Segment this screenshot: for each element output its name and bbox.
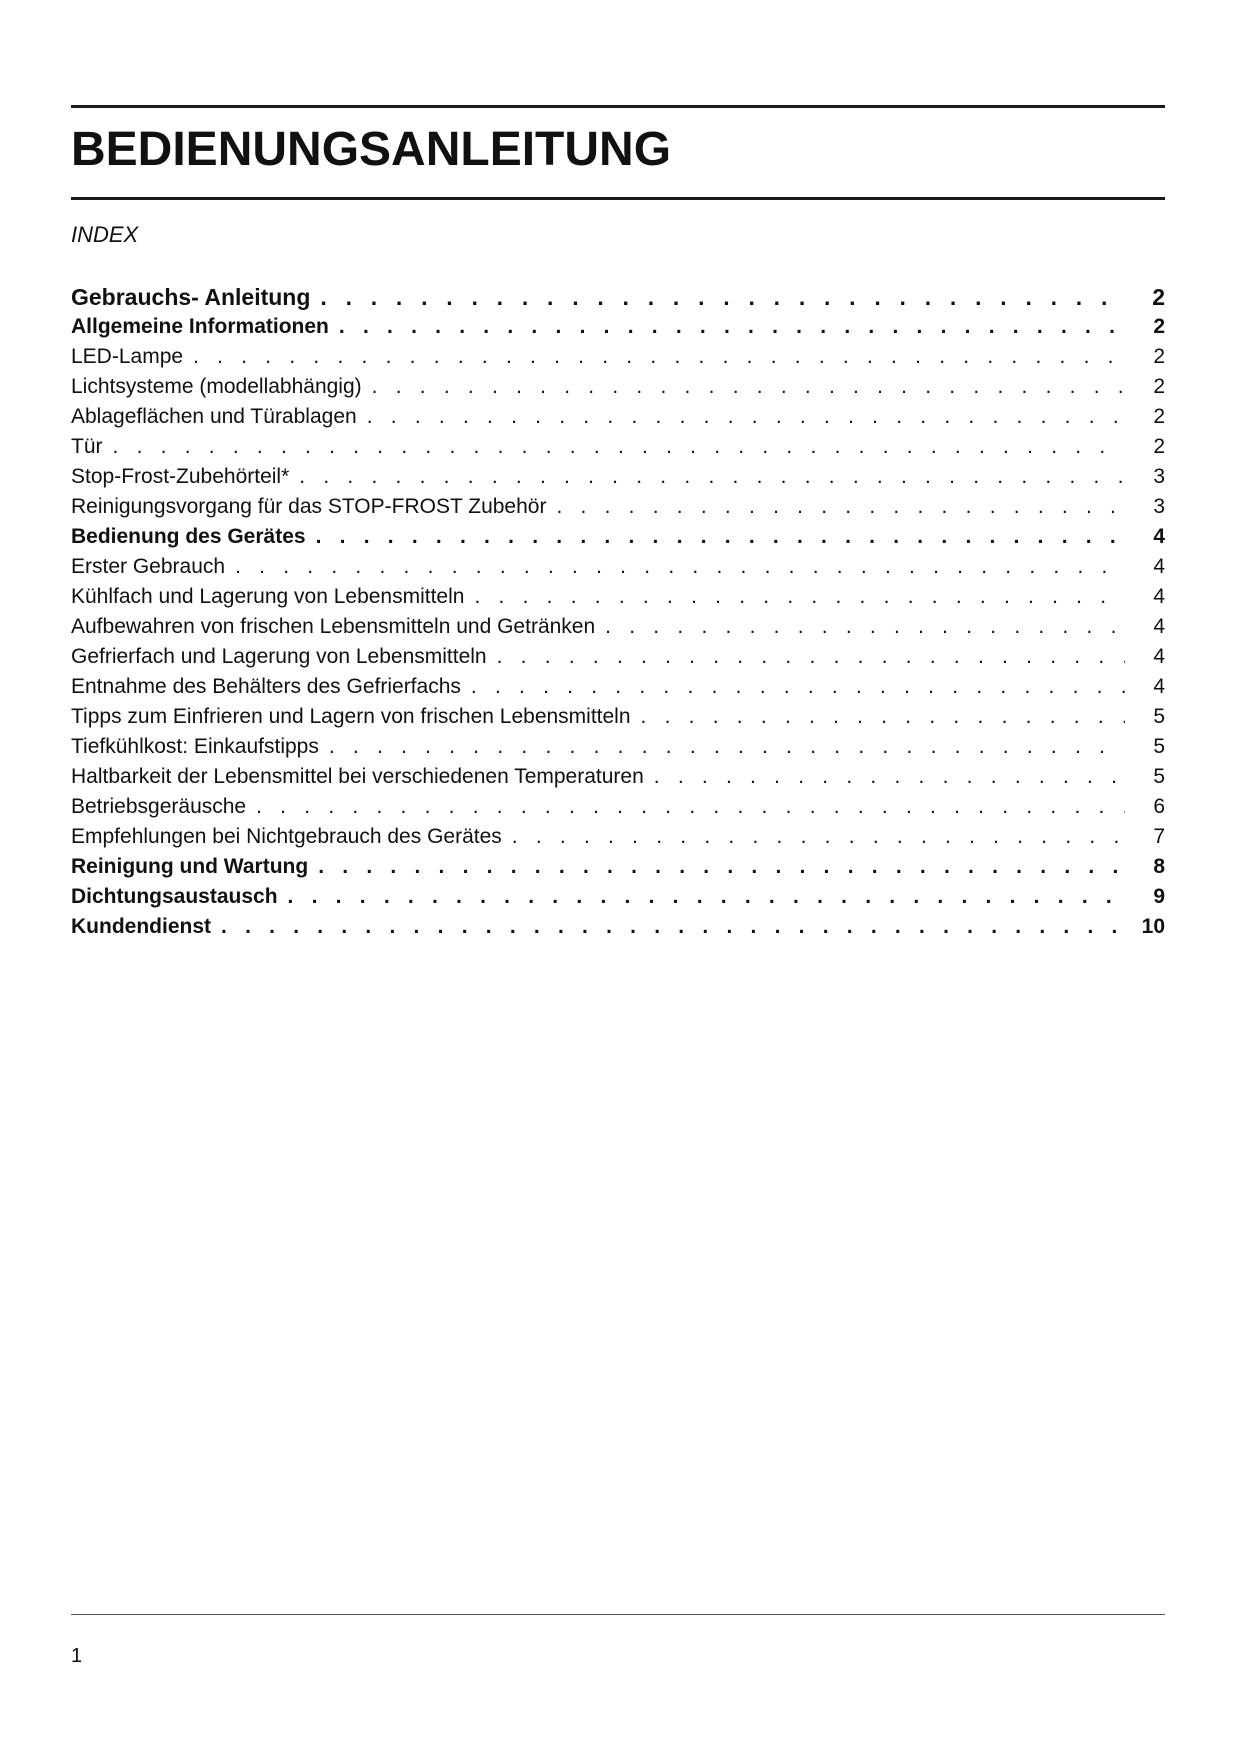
toc-entry-page: 2 bbox=[1153, 345, 1165, 368]
index-label: INDEX bbox=[71, 222, 139, 247]
toc-entry-title: Entnahme des Behälters des Gefrierfachs bbox=[71, 675, 461, 698]
toc-entry[interactable] bbox=[71, 342, 1165, 372]
toc-entry-page: 4 bbox=[1153, 675, 1165, 698]
toc-entry[interactable] bbox=[71, 402, 1165, 432]
toc-entry[interactable] bbox=[71, 522, 1165, 552]
document-title: BEDIENUNGSANLEITUNG bbox=[71, 123, 672, 176]
toc-leader-dots bbox=[193, 342, 1125, 372]
toc-leader-dots bbox=[316, 522, 1125, 552]
toc-entry-page: 10 bbox=[1141, 915, 1165, 938]
toc-entry[interactable] bbox=[71, 462, 1165, 492]
toc-leader-dots bbox=[372, 372, 1125, 402]
toc-entry-page: 3 bbox=[1153, 465, 1165, 488]
toc-entry-title: Erster Gebrauch bbox=[71, 555, 226, 578]
toc-entry-title: Allgemeine Informationen bbox=[71, 315, 329, 338]
toc-entry[interactable] bbox=[71, 702, 1165, 732]
toc-entry-page: 2 bbox=[1153, 315, 1165, 338]
toc-entry[interactable] bbox=[71, 492, 1165, 522]
toc-entry-page: 4 bbox=[1153, 525, 1165, 548]
toc-entry-page: 4 bbox=[1153, 615, 1165, 638]
toc-entry-title: LED-Lampe bbox=[71, 345, 184, 368]
toc-entry[interactable] bbox=[71, 762, 1165, 792]
toc-leader-dots bbox=[471, 672, 1125, 702]
toc-leader-dots bbox=[318, 852, 1125, 882]
toc-entry[interactable] bbox=[71, 672, 1165, 702]
toc-leader-dots bbox=[299, 462, 1125, 492]
toc-entry[interactable] bbox=[71, 312, 1165, 342]
toc-leader-dots bbox=[367, 402, 1125, 432]
toc-leader-dots bbox=[320, 282, 1125, 312]
toc-entry-title: Tipps zum Einfrieren und Lagern von frischen Lebensmitteln bbox=[71, 705, 631, 728]
toc-entry-page: 2 bbox=[1153, 405, 1165, 428]
toc-entry[interactable] bbox=[71, 852, 1165, 882]
toc-leader-dots bbox=[654, 762, 1125, 792]
toc-entry-page: 4 bbox=[1153, 585, 1165, 608]
toc-entry[interactable] bbox=[71, 642, 1165, 672]
toc-entry-title: Aufbewahren von frischen Lebensmitteln und Getränken bbox=[71, 615, 596, 638]
toc-entry[interactable] bbox=[71, 432, 1165, 462]
toc-entry[interactable] bbox=[71, 792, 1165, 822]
toc-entry-title: Stop-Frost-Zubehörteil* bbox=[71, 465, 290, 488]
toc-entry[interactable] bbox=[71, 612, 1165, 642]
toc-leader-dots bbox=[497, 642, 1125, 672]
header-bottom-rule bbox=[71, 197, 1165, 200]
toc-entry-page: 9 bbox=[1153, 885, 1165, 908]
toc-leader-dots bbox=[339, 312, 1125, 342]
toc-entry[interactable] bbox=[71, 282, 1165, 312]
toc-entry-page: 2 bbox=[1153, 375, 1165, 398]
toc-entry[interactable] bbox=[71, 912, 1165, 942]
toc-entry-page: 7 bbox=[1153, 825, 1165, 848]
toc-entry-page: 8 bbox=[1153, 855, 1165, 878]
toc-entry[interactable] bbox=[71, 582, 1165, 612]
toc-entry-page: 6 bbox=[1153, 795, 1165, 818]
toc-leader-dots bbox=[235, 552, 1125, 582]
toc-entry[interactable] bbox=[71, 882, 1165, 912]
toc-entry-title: Tiefkühlkost: Einkaufstipps bbox=[71, 735, 319, 758]
page-number: 1 bbox=[71, 1645, 83, 1667]
toc-leader-dots bbox=[474, 582, 1125, 612]
toc-entry-title: Reinigungsvorgang für das STOP-FROST Zubehör bbox=[71, 495, 547, 518]
toc-leader-dots bbox=[221, 912, 1125, 942]
toc-entry-title: Betriebsgeräusche bbox=[71, 795, 247, 818]
toc-entry[interactable] bbox=[71, 372, 1165, 402]
toc-entry-page: 5 bbox=[1153, 705, 1165, 728]
footer-rule bbox=[71, 1614, 1165, 1615]
toc-entry-title: Gebrauchs- Anleitung bbox=[71, 284, 311, 310]
toc-entry-title: Tür bbox=[71, 435, 103, 458]
toc-entry-page: 5 bbox=[1153, 735, 1165, 758]
table-of-contents bbox=[71, 282, 1165, 942]
header-top-rule bbox=[71, 105, 1165, 108]
toc-leader-dots bbox=[641, 702, 1125, 732]
toc-entry-page: 2 bbox=[1153, 435, 1165, 458]
toc-leader-dots bbox=[113, 432, 1126, 462]
toc-entry-title: Kühlfach und Lagerung von Lebensmitteln bbox=[71, 585, 465, 608]
toc-entry-title: Empfehlungen bei Nichtgebrauch des Gerätes bbox=[71, 825, 502, 848]
toc-entry-page: 4 bbox=[1153, 555, 1165, 578]
toc-entry[interactable] bbox=[71, 732, 1165, 762]
toc-entry-title: Bedienung des Gerätes bbox=[71, 525, 306, 548]
toc-entry-title: Dichtungsaustausch bbox=[71, 885, 278, 908]
toc-entry-page: 2 bbox=[1152, 284, 1165, 310]
toc-leader-dots bbox=[329, 732, 1125, 762]
toc-entry-page: 4 bbox=[1153, 645, 1165, 668]
toc-entry-title: Ablageflächen und Türablagen bbox=[71, 405, 357, 428]
toc-entry-title: Reinigung und Wartung bbox=[71, 855, 309, 878]
toc-leader-dots bbox=[288, 882, 1125, 912]
toc-entry-title: Lichtsysteme (modellabhängig) bbox=[71, 375, 362, 398]
toc-entry-page: 5 bbox=[1153, 765, 1165, 788]
toc-entry-title: Kundendienst bbox=[71, 915, 211, 938]
toc-leader-dots bbox=[256, 792, 1125, 822]
toc-leader-dots bbox=[605, 612, 1125, 642]
toc-leader-dots bbox=[512, 822, 1125, 852]
toc-entry-page: 3 bbox=[1153, 495, 1165, 518]
toc-entry-title: Haltbarkeit der Lebensmittel bei verschiedenen Temperaturen bbox=[71, 765, 644, 788]
toc-entry-title: Gefrierfach und Lagerung von Lebensmitteln bbox=[71, 645, 487, 668]
toc-entry[interactable] bbox=[71, 552, 1165, 582]
toc-entry[interactable] bbox=[71, 822, 1165, 852]
toc-leader-dots bbox=[556, 492, 1125, 522]
